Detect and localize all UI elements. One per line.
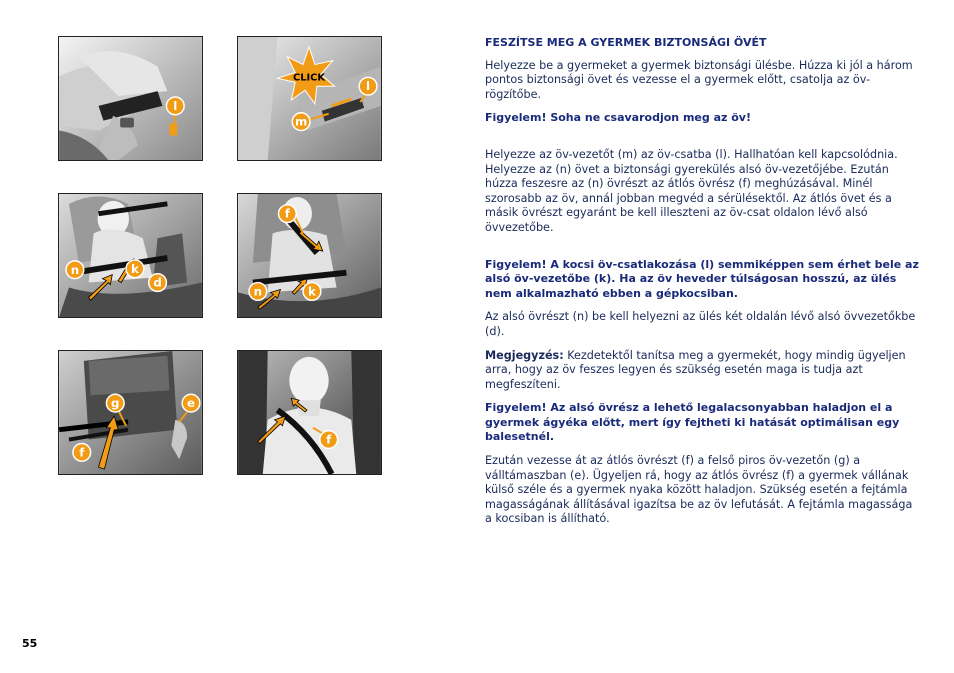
instructions-text <box>485 36 920 536</box>
figure-buckle-click <box>237 36 382 161</box>
paragraph-4: Ezután vezesse át az átlós övrészt (f) a felső piros öv-vezetőn (g) a válltámaszban (e). Ügyeljen rá, hogy az átlós övrész (f) a gyermek vállának külső széle és a gyermek nyaka között haladjon. Szükség esetén a fejtámla magasságának állításával igazítsa be az öv lefutását. A fejtámla magassága a kocsiban is állítható. <box>485 454 913 526</box>
note-label: Megjegyzés: <box>485 348 564 362</box>
section-heading: FESZÍTSE MEG A GYERMEK BIZTONSÁGI ÖVÉT <box>485 36 767 49</box>
label-n: n <box>70 262 80 277</box>
click-label: CLICK <box>293 72 325 84</box>
figure-belt-position <box>237 350 382 475</box>
illustration-belt-position <box>238 351 381 474</box>
label-m: m <box>294 114 308 129</box>
figure-diagonal-belt <box>237 193 382 318</box>
illustration-shoulder-guide <box>59 351 202 474</box>
illustration-buckle <box>59 37 202 160</box>
illustration-click <box>238 37 381 160</box>
note-paragraph <box>485 349 920 393</box>
illustration-lap-belt <box>59 194 202 317</box>
warning-2: Figyelem! A kocsi öv-csatlakozása (l) semmiképpen sem érhet bele az alsó öv-vezetőbe (k). Ha az öv heveder túlságosan hosszú, az ülés nem alkalmazható ebben a gépkocsiban. <box>485 257 919 300</box>
page-number: 55 <box>22 637 38 650</box>
label-l: l <box>173 98 178 113</box>
label-k: k <box>308 284 316 299</box>
warning-3: Figyelem! Az alsó övrész a lehető legalacsonyabban haladjon el a gyermek ágyéka előtt, mert így fejtheti ki hatását optimálisan egy balesetnél. <box>485 401 900 444</box>
figure-buckle-insert <box>58 36 203 161</box>
label-n: n <box>253 284 263 299</box>
label-f: f <box>79 445 85 460</box>
label-l: l <box>366 79 371 94</box>
paragraph-1: Helyezze be a gyermeket a gyermek biztonsági ülésbe. Húzza ki jól a három pontos biztonsági övet és vezesse el a gyermek előtt, csatolja az öv-rögzítőbe. <box>485 58 913 101</box>
figure-lap-belt-guides <box>58 193 203 318</box>
label-d: d <box>153 275 162 290</box>
label-f: f <box>284 206 290 221</box>
figure-shoulder-guide <box>58 350 203 475</box>
note-text: Kezdetektől tanítsa meg a gyermekét, hogy mindig ügyeljen arra, hogy az öv feszes legyen és szükség esetén maga is tudja azt megfeszíteni. <box>485 348 906 391</box>
label-e: e <box>187 396 196 411</box>
paragraph-3: Az alsó övrészt (n) be kell helyezni az ülés két oldalán lévő alsó övvezetőkbe (d). <box>485 310 916 338</box>
warning-1: Figyelem! Soha ne csavarodjon meg az öv! <box>485 111 751 125</box>
illustration-diagonal-belt <box>238 194 381 317</box>
paragraph-2: Helyezze az öv-vezetőt (m) az öv-csatba (l). Hallhatóan kell kapcsolódnia. Helyezze az (n) övet a biztonsági gyerekülés alsó öv-vezetőjébe. Ezután húzza feszesre az (n) övrészt az átlós övrész (f) meghúzásával. Minél szorosabb az öv, annál jobban megvéd a sérülésektől. Az átlós övet és a másik övrészt egyaránt be kell illeszteni az öv-csat oldalon lévő alsó övvezetőbe. <box>485 147 898 234</box>
label-f: f <box>326 432 332 447</box>
label-k: k <box>130 261 139 276</box>
label-g: g <box>111 396 120 411</box>
